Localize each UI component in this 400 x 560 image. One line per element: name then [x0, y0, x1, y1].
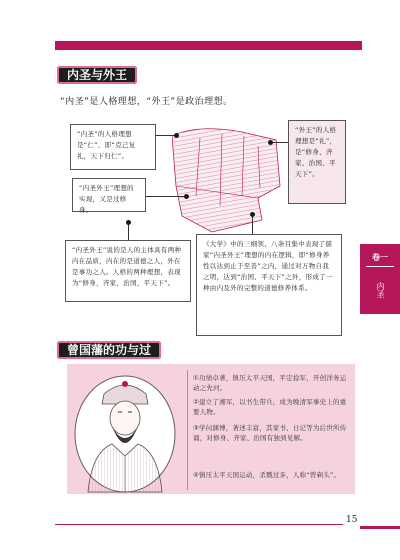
connector-dot [184, 194, 189, 199]
section-title-neisheng: 内圣与外王 [57, 66, 137, 84]
point-item: ④镇压太平天国运动，杀戮过多，人称“曾剃头”。 [193, 471, 341, 479]
chapter-side-tab[interactable] [360, 244, 400, 314]
top-accent-bar [55, 41, 362, 50]
connector-dot [268, 140, 273, 145]
section-title-zeng-guofan: 曾国藩的功与过 [57, 341, 161, 359]
connector-line [252, 214, 253, 234]
zeng-guofan-portrait [68, 364, 182, 494]
chapter-label: 卷一 [372, 252, 388, 262]
note-ideal-person: “内圣外王”说的是人的主体具有两种内在品质，内在的是道德之人，外在是事功之人。人格的两种理想，表现为“修身，齐家，治国，平天下”。 [65, 240, 191, 302]
connector-dot [250, 212, 255, 217]
divider [366, 266, 394, 267]
point-item: ①功绩卓著，镇压太平天国，平定捻军，开创洋务运动之先河。 [193, 374, 347, 392]
chapter-subject: 内圣 [376, 282, 385, 298]
connector-line [272, 142, 288, 143]
section-intro: “内圣”是人格理想，“外王”是政治理想。 [60, 97, 233, 107]
connector-line [156, 135, 176, 136]
connector-line [146, 196, 186, 197]
point-item: ②建立了湘军，以书生带兵，成为晚清军事史上的重要人物。 [193, 398, 347, 416]
note-neisheng-waiwang: “内圣外王”理想的实现，又是过修身。 [72, 178, 146, 212]
footer-rule [55, 524, 343, 525]
connector-dot [174, 133, 179, 138]
note-daxue: 《大学》中的三纲领、八条目集中表现了儒家“内圣外王”理想的内在逻辑，即“修身养性以达到止于至善”之内，通过对万物自我之明，达到“治国、平天下”之外，形成了一种由内及外的完整的道德修养体系。 [196, 234, 342, 336]
note-waiwang: “外王”的人格理想是“礼”，是“修身、齐家、治国、平天下”。 [288, 120, 346, 204]
point-item: ③学问渊博，著述丰富，其家书、日记等为后世所传诵，对修身、齐家、治国有独到见解。 [193, 424, 347, 442]
page-number: 15 [346, 515, 358, 525]
panel-divider [187, 370, 188, 490]
connector-dot [126, 220, 131, 225]
note-neisheng: “内圣”的人格理想是“仁”，即“克己复礼，天下归仁”。 [70, 124, 156, 170]
page-accent-bar [360, 526, 400, 529]
